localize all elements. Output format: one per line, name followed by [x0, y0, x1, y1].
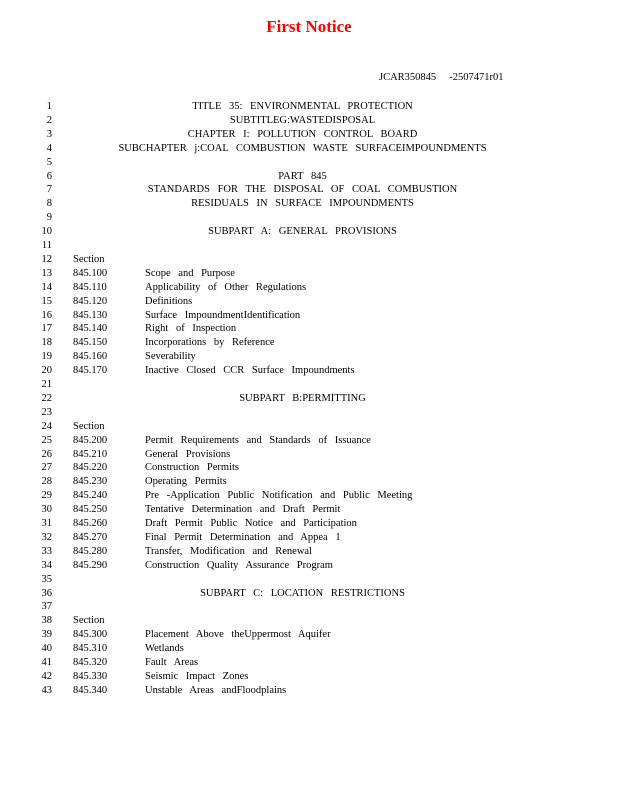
- line-number: 25: [41, 434, 52, 446]
- document-line: [0, 128, 618, 142]
- section-number: 845.170: [73, 365, 108, 377]
- line-number: 42: [41, 670, 52, 682]
- section-title: Unstable Areas andFloodplains: [145, 684, 287, 696]
- section-title: Wetlands: [145, 643, 184, 655]
- section-title: Severability: [145, 351, 196, 363]
- document-line: [0, 503, 618, 517]
- heading-text: PART 845: [278, 170, 327, 182]
- document-line: [0, 670, 618, 684]
- section-title: Operating Permits: [145, 476, 227, 488]
- document-line: [0, 100, 618, 114]
- line-number: 8: [46, 198, 52, 210]
- section-number: 845.290: [73, 559, 108, 571]
- line-number: 5: [46, 156, 52, 168]
- section-number: Section: [73, 253, 105, 265]
- section-title: General Provisions: [145, 448, 231, 460]
- line-number: 43: [41, 684, 52, 696]
- document-line: [0, 350, 618, 364]
- section-title: Right of Inspection: [145, 323, 237, 335]
- document-line: [0, 281, 618, 295]
- document-line: [0, 295, 618, 309]
- section-title: Pre -Application Public Notification and Public Meeting: [145, 490, 413, 502]
- section-number: 845.280: [73, 545, 108, 557]
- section-title: Seismic Impact Zones: [145, 670, 249, 682]
- line-number: 33: [41, 545, 52, 557]
- section-number: Section: [73, 615, 105, 627]
- section-title: Incorporations by Reference: [145, 337, 275, 349]
- heading-text: SUBPART A: GENERAL PROVISIONS: [208, 226, 397, 238]
- section-number: 845.120: [73, 295, 108, 307]
- document-line: [0, 517, 618, 531]
- section-title: Scope and Purpose: [145, 267, 235, 279]
- line-number: 39: [41, 629, 52, 641]
- section-number: 845.300: [73, 629, 108, 641]
- line-number: 36: [41, 587, 52, 599]
- document-line: [0, 211, 618, 225]
- document-line: [0, 156, 618, 170]
- document-line: [0, 448, 618, 462]
- document-line: [0, 114, 618, 128]
- document-line: [0, 656, 618, 670]
- line-number: 20: [41, 365, 52, 377]
- section-title: Construction Quality Assurance Program: [145, 559, 333, 571]
- line-number: 13: [41, 267, 52, 279]
- line-number: 32: [41, 531, 52, 543]
- heading-text: SUBCHAPTER j:COAL COMBUSTION WASTE SURFACEIMPOUNDMENTS: [118, 142, 487, 154]
- line-number: 30: [41, 504, 52, 516]
- section-number: 845.150: [73, 337, 108, 349]
- heading-text: CHAPTER I: POLLUTION CONTROL BOARD: [187, 128, 418, 140]
- section-number: 845.340: [73, 684, 108, 696]
- section-number: 845.110: [73, 281, 107, 293]
- line-number: 24: [41, 420, 52, 432]
- line-number: 15: [41, 295, 52, 307]
- line-number: 22: [41, 392, 52, 404]
- line-number: 11: [41, 240, 52, 251]
- document-line: [0, 434, 618, 448]
- line-number: 14: [41, 281, 52, 293]
- document-line: [0, 392, 618, 406]
- section-number: 845.320: [73, 657, 108, 668]
- document-line: [0, 309, 618, 323]
- section-number: 845.220: [73, 462, 108, 474]
- document-line: [0, 642, 618, 656]
- heading-text: STANDARDS FOR THE DISPOSAL OF COAL COMBUSTION: [147, 184, 458, 196]
- document-line: [0, 225, 618, 239]
- section-title: Draft Permit Public Notice and Participation: [145, 518, 357, 529]
- document-line: [0, 587, 618, 601]
- document-line: [0, 545, 618, 559]
- section-number: 845.210: [73, 448, 108, 460]
- line-number: 31: [41, 518, 52, 529]
- line-number: 38: [41, 615, 52, 627]
- section-title: Construction Permits: [145, 462, 239, 474]
- section-title: Tentative Determination and Draft Permit: [145, 504, 341, 516]
- section-title: Transfer, Modification and Renewal: [145, 545, 312, 557]
- line-number: 35: [41, 573, 52, 585]
- line-number: 7: [46, 184, 52, 196]
- section-title: Final Permit Determination and Appea 1: [145, 531, 341, 543]
- section-number: 845.240: [73, 490, 108, 502]
- line-number: 34: [41, 559, 52, 571]
- section-number: 845.140: [73, 323, 108, 335]
- document-line: [0, 420, 618, 434]
- document-line: [0, 239, 618, 253]
- section-number: Section: [73, 420, 105, 432]
- section-number: 845.270: [73, 531, 108, 543]
- section-number: 845.100: [73, 267, 108, 279]
- line-number: 2: [46, 114, 52, 126]
- section-number: 845.250: [73, 504, 108, 516]
- document-line: [0, 600, 618, 614]
- document-line: [0, 475, 618, 489]
- line-number: 16: [41, 309, 52, 321]
- document-line: [0, 406, 618, 420]
- section-title: Definitions: [145, 295, 193, 307]
- section-number: 845.200: [73, 434, 108, 446]
- line-number: 21: [41, 379, 52, 390]
- document-line: [0, 197, 618, 211]
- document-line: [0, 684, 618, 698]
- section-title: Inactive Closed CCR Surface Impoundments: [145, 365, 355, 377]
- line-number: 17: [41, 323, 52, 335]
- heading-text: TITLE 35: ENVIRONMENTAL PROTECTION: [192, 101, 413, 112]
- line-number: 1: [46, 101, 52, 112]
- document-line: [0, 559, 618, 573]
- document-line: [0, 170, 618, 184]
- section-title: Permit Requirements and Standards of Issuance: [145, 434, 371, 446]
- heading-text: SUBTITLEG:WASTEDISPOSAL: [229, 114, 376, 126]
- document-line: [0, 183, 618, 197]
- line-number: 41: [41, 657, 52, 668]
- line-number: 37: [41, 601, 52, 613]
- line-number: 3: [46, 128, 52, 140]
- line-number: 9: [46, 212, 52, 224]
- document-line: [0, 364, 618, 378]
- heading-text: SUBPART C: LOCATION RESTRICTIONS: [200, 587, 405, 599]
- document-line: [0, 461, 618, 475]
- document-id: JCAR350845 -2507471r01: [379, 72, 504, 83]
- line-number: 12: [41, 253, 52, 265]
- document-title: First Notice: [266, 17, 352, 36]
- document-line: [0, 489, 618, 503]
- line-number: 19: [41, 351, 52, 363]
- section-number: 845.160: [73, 351, 108, 363]
- line-number: 18: [41, 337, 52, 349]
- section-number: 845.130: [73, 309, 108, 321]
- heading-text: SUBPART B:PERMITTING: [239, 392, 366, 404]
- section-number: 845.330: [73, 670, 108, 682]
- document-line: [0, 378, 618, 392]
- section-number: 845.310: [73, 643, 108, 655]
- line-number: 29: [41, 490, 52, 502]
- document-line: [0, 614, 618, 628]
- section-number: 845.230: [73, 476, 108, 488]
- document-line: [0, 336, 618, 350]
- line-number: 40: [41, 643, 52, 655]
- section-title: Fault Areas: [145, 657, 199, 668]
- document-line: [0, 253, 618, 267]
- line-number: 10: [41, 226, 52, 238]
- document-line: [0, 322, 618, 336]
- line-number: 23: [41, 406, 52, 418]
- line-number: 4: [46, 142, 52, 154]
- document-line: [0, 573, 618, 587]
- document-line: [0, 267, 618, 281]
- section-title: Surface ImpoundmentIdentification: [145, 309, 301, 321]
- document-line: [0, 531, 618, 545]
- line-number: 28: [41, 476, 52, 488]
- line-number: 6: [46, 170, 52, 182]
- heading-text: RESIDUALS IN SURFACE IMPOUNDMENTS: [191, 198, 414, 210]
- section-title: Applicability of Other Regulations: [145, 281, 307, 293]
- line-number: 27: [41, 462, 52, 474]
- line-number: 26: [41, 448, 52, 460]
- section-title: Placement Above theUppermost Aquifer: [145, 629, 331, 641]
- document-line: [0, 142, 618, 156]
- section-number: 845.260: [73, 518, 108, 529]
- document-line: [0, 628, 618, 642]
